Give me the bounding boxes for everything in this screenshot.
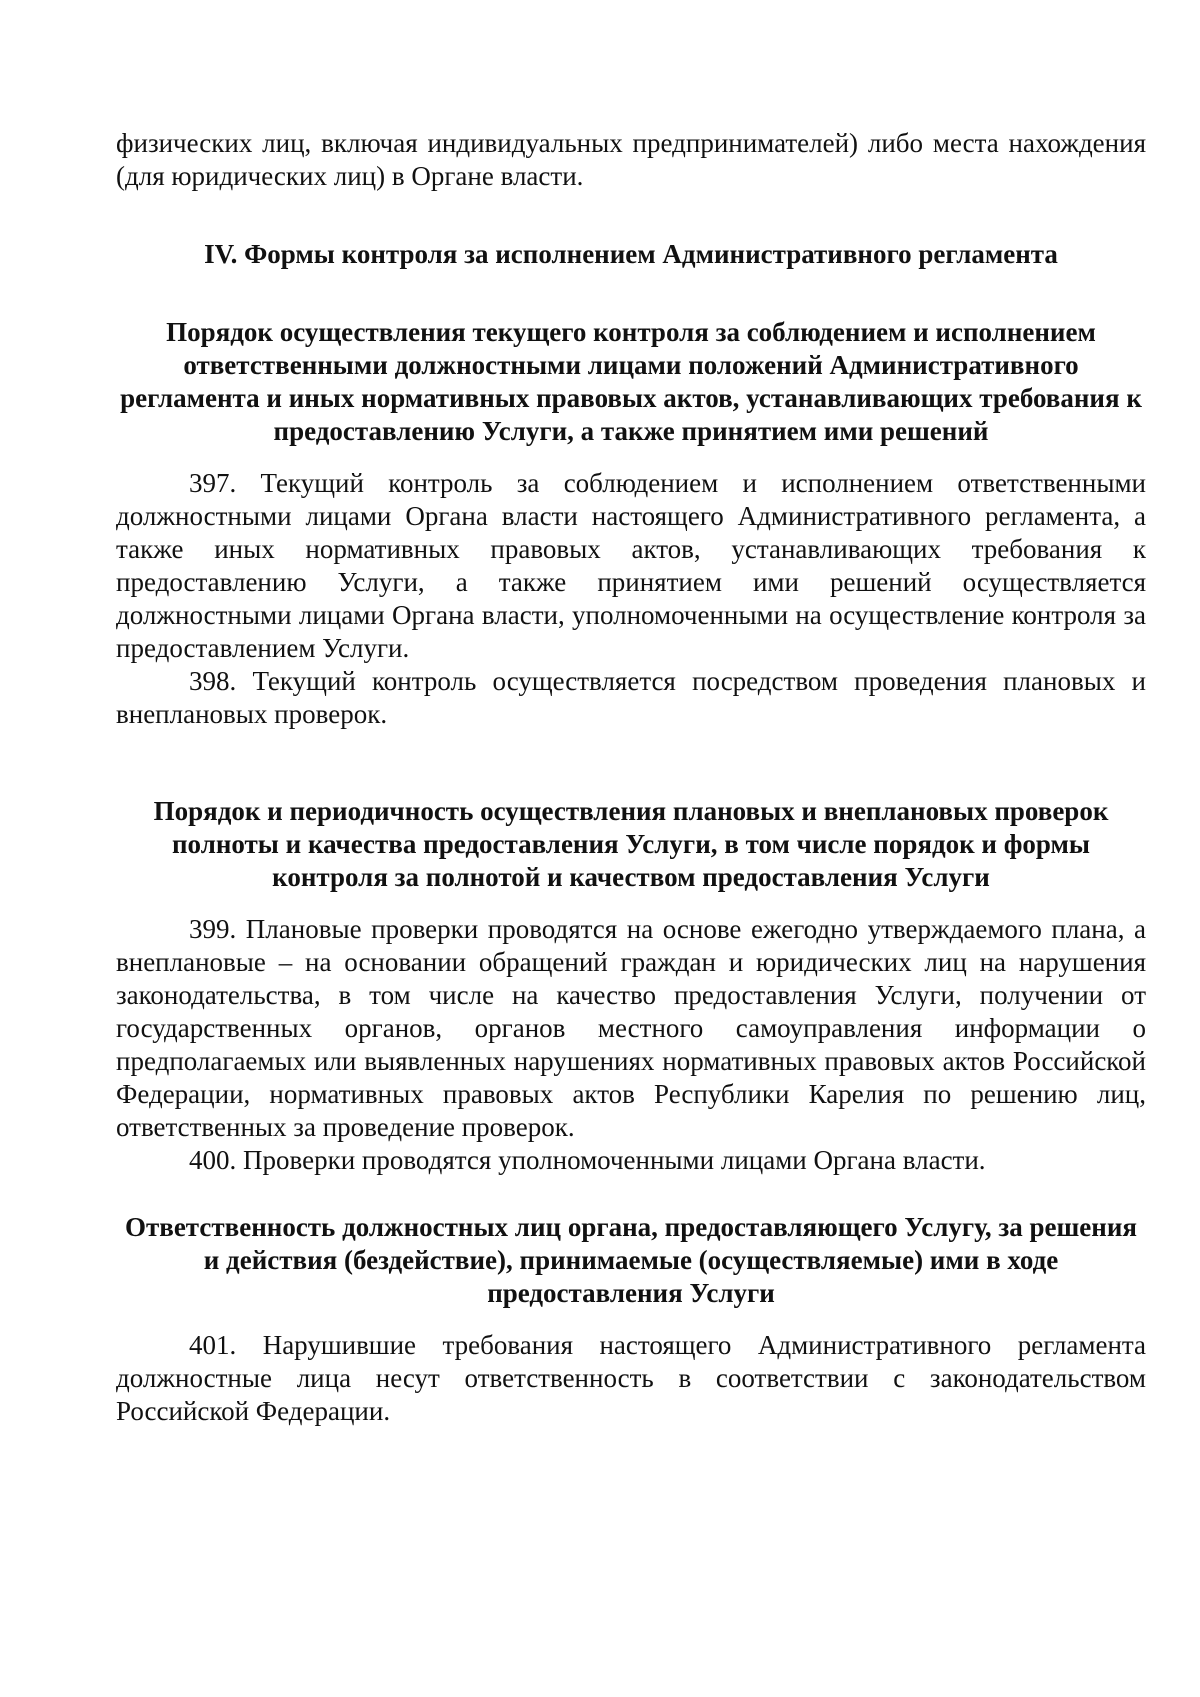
spacer xyxy=(116,271,1146,316)
document-content xyxy=(116,127,1146,1428)
subsection-title-current-control: Порядок осуществления текущего контроля за соблюдением и исполнением ответственными должностными лицами положений Административного регламента и иных нормативных правовых актов, устанавливающих требования к предоставлению Услуги, а также принятием ими решений xyxy=(120,317,1142,446)
spacer xyxy=(116,894,1146,913)
spacer xyxy=(116,448,1146,467)
spacer xyxy=(116,1177,1146,1211)
paragraph-397: 397. Текущий контроль за соблюдением и исполнением ответственными должностными лицами Органа власти настоящего Административного регламента, а также иных нормативных правовых актов, устанавливающих требования к предоставлению Услуги, а также принятием ими решений осуществляется должностными лицами Органа власти, уполномоченными на осуществление контроля за предоставлением Услуги. xyxy=(116,468,1146,663)
subsection-title-inspections: Порядок и периодичность осуществления плановых и внеплановых проверок полноты и качества предоставления Услуги, в том числе порядок и формы контроля за полнотой и качеством предоставления Услуги xyxy=(153,796,1109,892)
subsection-title-responsibility: Ответственность должностных лиц органа, предоставляющего Услугу, за решения и действия (бездействие), принимаемые (осуществляемые) ими в ходе предоставления Услуги xyxy=(124,1212,1138,1308)
paragraph-400: 400. Проверки проводятся уполномоченными лицами Органа власти. xyxy=(189,1145,986,1175)
spacer xyxy=(116,731,1146,795)
section-title: IV. Формы контроля за исполнением Административного регламента xyxy=(204,239,1058,269)
continuation-paragraph: физических лиц, включая индивидуальных предпринимателей) либо места нахождения (для юридических лиц) в Органе власти. xyxy=(116,128,1146,191)
paragraph-401: 401. Нарушившие требования настоящего Административного регламента должностные лица несут ответственность в соответствии с законодательством Российской Федерации. xyxy=(116,1330,1146,1426)
spacer xyxy=(116,1310,1146,1329)
spacer xyxy=(116,193,1146,238)
paragraph-398: 398. Текущий контроль осуществляется посредством проведения плановых и внеплановых проверок. xyxy=(116,666,1146,729)
paragraph-399: 399. Плановые проверки проводятся на основе ежегодно утверждаемого плана, а внеплановые – на основании обращений граждан и юридических лиц на нарушения законодательства, в том числе на качество предоставления Услуги, получении от государственных органов, органов местного самоуправления информации о предполагаемых или выявленных нарушениях нормативных правовых актов Российской Федерации, нормативных правовых актов Республики Карелия по решению лиц, ответственных за проведение проверок. xyxy=(116,914,1146,1142)
